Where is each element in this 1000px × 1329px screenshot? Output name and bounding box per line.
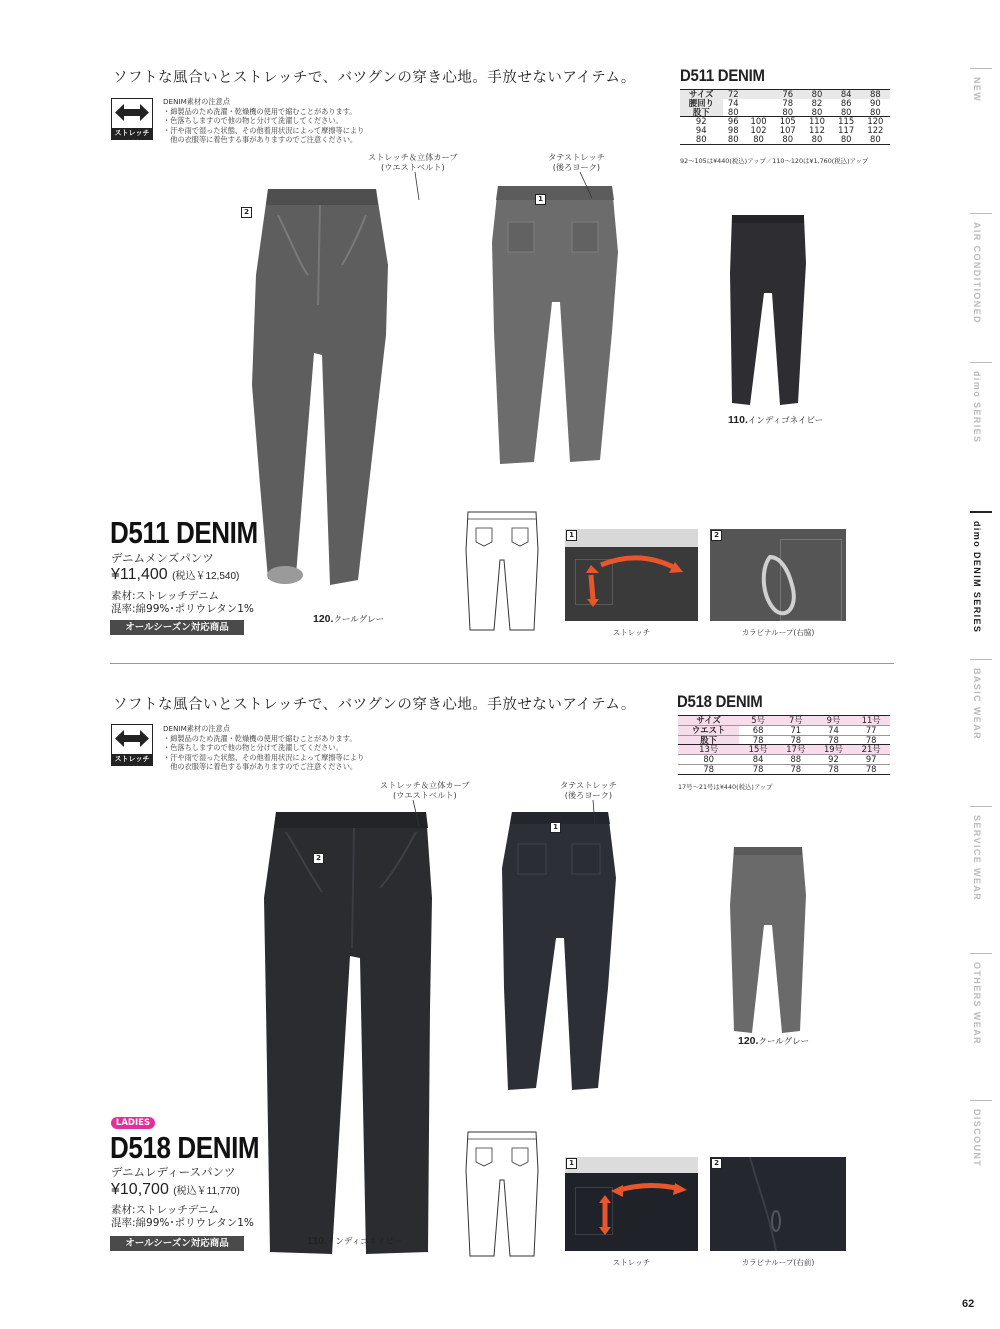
color-number: 120.: [313, 613, 334, 625]
table-cell: 80: [811, 106, 823, 117]
table-cell: 110: [808, 116, 825, 127]
season-badge: オールシーズン対応商品: [110, 1236, 244, 1251]
main-color-label: [313, 613, 384, 625]
color-name: インディゴネイビー: [326, 1237, 403, 1247]
table-cell: 78: [782, 97, 794, 108]
color-name: クールグレー: [758, 1037, 810, 1047]
denim-notice: [163, 724, 364, 772]
notice-line: 他の衣服等に着色する事がありますのでご注意ください。: [163, 135, 358, 145]
notice-title: DENIM素材の注意点: [163, 724, 230, 733]
tagline: ソフトな風合いとストレッチで、バツグンの穿き心地。手放せないアイテム。: [113, 697, 636, 713]
table-cell: 102: [750, 125, 767, 136]
blend-line: 混率:綿99%･ポリウレタン1%: [111, 1217, 254, 1229]
notice-line: 他の衣服等に着色する事がありますのでご注意ください。: [163, 762, 358, 772]
table-cell: 78: [865, 763, 877, 774]
notice-line: ・汗や雨で湿った状態、その他着用状況によって摩擦等により: [163, 125, 365, 135]
main-color-label: [307, 1235, 402, 1247]
table-cell: 80: [695, 133, 707, 144]
tagline: ソフトな風合いとストレッチで、バツグンの穿き心地。手放せないアイテム。: [113, 70, 636, 86]
stretch-arrow-icon: [565, 1157, 698, 1251]
detail-caption: ストレッチ: [612, 628, 651, 637]
table-cell: 78: [828, 734, 839, 745]
price-value: ¥10,700: [111, 1181, 169, 1198]
table-row: [678, 755, 890, 765]
table-cell: 105: [779, 116, 796, 127]
sidebar-tab-dimo-denim-series[interactable]: [970, 511, 992, 648]
table-cell: 82: [811, 97, 823, 108]
table-cell: 107: [779, 125, 796, 136]
product-name: デニムメンズパンツ: [111, 551, 214, 565]
color-name: クールグレー: [333, 615, 385, 625]
material-line: 素材:ストレッチデニム: [111, 1204, 220, 1216]
product-name: デニムレディースパンツ: [111, 1165, 236, 1179]
callout-leader-line: [405, 800, 435, 830]
callout-line: (後ろヨーク): [564, 790, 613, 800]
table-cell: 21号: [861, 744, 881, 755]
table-cell: 92: [828, 754, 839, 765]
size-table: [678, 715, 890, 775]
callout-waistband: [368, 152, 458, 172]
table-cell: 80: [727, 133, 739, 144]
detail-photo-carabiner: [710, 529, 846, 621]
table-cell: 92: [695, 116, 707, 127]
table-cell: 股下: [678, 735, 739, 745]
product-price: [111, 566, 239, 584]
pants-front-photo: [238, 185, 398, 597]
table-cell: 78: [790, 763, 802, 774]
notice-line: ・綿製品のため洗濯・乾燥機の使用で縮むことがあります。: [163, 733, 357, 743]
pants-line-drawing: [462, 510, 542, 632]
detail-photo-stretch: [565, 529, 698, 621]
ladies-badge: LADIES: [111, 1117, 155, 1129]
table-row: [678, 725, 890, 735]
table-cell: 80: [753, 133, 764, 144]
detail-caption: カラビナループ(右脇): [741, 628, 815, 637]
callout-line: タテストレッチ: [560, 780, 617, 790]
table-cell: サイズ: [680, 90, 723, 99]
table-cell: 7号: [777, 716, 815, 726]
size-footnote: 17号〜21号は¥440(税込)アップ: [678, 783, 773, 791]
stretch-arrow-icon: [565, 529, 698, 621]
callout-line: ストレッチ＆立体カーブ: [380, 780, 470, 790]
table-cell: 72: [727, 89, 739, 99]
table-cell: 80: [811, 89, 823, 99]
pants-alt-color-photo: [728, 845, 808, 1035]
product-price: [111, 1181, 240, 1199]
stretch-material-icon: [111, 724, 153, 774]
table-cell: 84: [840, 89, 852, 99]
table-cell: 78: [790, 734, 802, 745]
size-footnote: 92〜105は¥440(税込)アップ／110〜120は¥1,760(税込)アップ: [680, 157, 869, 165]
callout-leader-line: [405, 172, 425, 202]
table-row: [678, 764, 890, 774]
table-cell: 88: [870, 89, 881, 99]
callout-leader-line: [570, 172, 600, 202]
table-cell: 78: [703, 763, 714, 774]
sidebar-tab-label: OTHERS WEAR: [972, 962, 982, 1045]
price-tax: (税込￥12,540): [172, 571, 240, 582]
carabiner-loop-icon: [710, 1157, 846, 1251]
table-cell: 78: [752, 734, 764, 745]
table-cell: 78: [752, 763, 764, 774]
callout-line: (後ろヨーク): [552, 162, 601, 172]
sidebar-tab-label: AIR CONDITIONED: [972, 222, 982, 324]
callout-yoke: [548, 152, 605, 172]
table-cell: 115: [838, 116, 855, 127]
color-number: 110.: [307, 1235, 327, 1247]
table-cell: 9号: [815, 716, 853, 726]
detail-photo-stretch: [565, 1157, 698, 1251]
color-number: 120.: [738, 1035, 759, 1047]
carabiner-icon: [710, 529, 846, 621]
notice-title: DENIM素材の注意点: [163, 97, 230, 106]
detail-marker-1: 1: [566, 1158, 577, 1169]
callout-yoke: [560, 780, 617, 800]
table-cell: 17号: [786, 744, 806, 755]
material-info: [111, 590, 254, 616]
double-arrow-icon: [112, 99, 152, 127]
sidebar-tab-service-wear[interactable]: [970, 806, 992, 942]
alt-color-label: [728, 414, 823, 426]
table-cell: 13号: [699, 744, 719, 755]
stretch-icon-label: ストレッチ素材: [112, 128, 152, 139]
table-cell: 78: [828, 763, 839, 774]
table-cell: 股下: [680, 108, 723, 117]
detail-caption: カラビナループ(右前): [741, 1258, 815, 1267]
table-cell: 80: [703, 754, 714, 765]
detail-marker-1: 1: [566, 530, 577, 541]
sidebar-tab-new[interactable]: [970, 68, 992, 199]
table-cell: 80: [840, 133, 852, 144]
table-cell: 77: [865, 724, 877, 735]
notice-line: ・綿製品のため洗濯・乾燥機の使用で縮むことがあります。: [163, 106, 357, 116]
table-cell: 98: [727, 125, 739, 136]
table-cell: 94: [695, 125, 707, 136]
detail-marker-2: 2: [241, 207, 252, 218]
callout-line: (ウエストベルト): [392, 790, 457, 800]
sidebar-tab-discount[interactable]: [970, 1100, 992, 1236]
table-cell: 112: [808, 125, 825, 136]
table-cell: 71: [790, 724, 802, 735]
notice-line: ・汗や雨で湿った状態、その他着用状況によって摩擦等により: [163, 752, 365, 762]
sidebar-tab-label: SERVICE WEAR: [972, 815, 982, 902]
detail-marker-2: 2: [313, 853, 324, 864]
table-cell: 100: [750, 116, 767, 127]
sidebar-tab-basic-wear[interactable]: [970, 659, 992, 795]
table-cell: 78: [865, 734, 877, 745]
sidebar-tab-label: NEW: [972, 77, 982, 103]
material-info: [111, 1204, 254, 1230]
price-value: ¥11,400: [111, 566, 168, 583]
detail-photo-carabiner: [710, 1157, 846, 1251]
detail-marker-1: 1: [550, 822, 561, 833]
table-cell: 19号: [823, 744, 843, 755]
material-line: 素材:ストレッチデニム: [111, 590, 220, 602]
table-cell: 80: [870, 133, 881, 144]
price-tax: (税込￥11,770): [173, 1186, 240, 1197]
sidebar-tab-air-conditioned[interactable]: [970, 213, 992, 349]
table-cell: 80: [782, 106, 794, 117]
table-cell: サイズ: [678, 716, 739, 726]
sidebar-tab-label: dimo DENIM SERIES: [972, 521, 982, 634]
table-cell: 80: [811, 133, 823, 144]
table-cell: 97: [865, 754, 877, 765]
detail-marker-2: 2: [711, 1158, 722, 1169]
table-cell: 74: [727, 97, 739, 108]
section-divider: [110, 663, 894, 664]
sidebar-tab-others-wear[interactable]: [970, 953, 992, 1089]
table-cell: 86: [840, 97, 852, 108]
sidebar-tab-label: BASIC WEAR: [972, 668, 982, 740]
pants-line-drawing: [462, 1130, 542, 1258]
season-badge: オールシーズン対応商品: [110, 620, 244, 635]
table-cell: 76: [782, 89, 794, 99]
detail-marker-1: 1: [535, 194, 546, 205]
color-name: インディゴネイビー: [747, 416, 824, 426]
page-number: 62: [962, 1298, 975, 1310]
size-table: [680, 89, 890, 145]
table-cell: 5号: [739, 716, 777, 726]
stretch-icon-label: ストレッチ素材: [112, 754, 152, 765]
table-row: [678, 716, 890, 726]
table-cell: 11号: [852, 716, 890, 726]
detail-marker-2: 2: [711, 530, 722, 541]
table-cell: 74: [828, 724, 839, 735]
color-number: 110.: [728, 414, 748, 426]
table-cell: 117: [838, 125, 855, 136]
callout-line: ストレッチ＆立体カーブ: [368, 152, 458, 162]
denim-notice: [163, 97, 364, 145]
table-cell: 88: [790, 754, 802, 765]
product-title: D518 DENIM: [110, 1130, 260, 1165]
table-cell: 122: [867, 125, 884, 136]
table-cell: 96: [727, 116, 739, 127]
blend-line: 混率:綿99%･ポリウレタン1%: [111, 603, 254, 615]
pants-alt-color-photo: [728, 213, 808, 408]
table-cell: 15号: [748, 744, 768, 755]
notice-line: ・色落ちしますので他の物と分けて洗濯してください。: [163, 743, 343, 753]
stretch-material-icon: [111, 98, 153, 148]
detail-caption: ストレッチ: [612, 1258, 651, 1267]
sidebar-tab-dimo-series[interactable]: [970, 362, 992, 498]
table-cell: 80: [782, 133, 794, 144]
table-cell: 120: [867, 116, 884, 127]
alt-color-label: [738, 1035, 809, 1047]
double-arrow-icon: [112, 725, 152, 753]
table-cell: 68: [752, 724, 764, 735]
table-cell: 80: [727, 106, 739, 117]
sidebar-tab-label: dimo SERIES: [972, 371, 982, 444]
table-cell: 80: [840, 106, 852, 117]
callout-leader-line: [585, 800, 605, 830]
callout-line: タテストレッチ: [548, 152, 605, 162]
table-row: [680, 135, 890, 144]
spec-title: D518 DENIM: [677, 692, 763, 711]
callout-line: (ウエストベルト): [380, 162, 445, 172]
product-title: D511 DENIM: [110, 515, 258, 550]
table-cell: ウエスト: [678, 725, 739, 735]
table-cell: 90: [870, 97, 881, 108]
spec-title: D511 DENIM: [680, 66, 765, 85]
callout-waistband: [380, 780, 470, 800]
table-cell: 84: [752, 754, 764, 765]
pants-front-photo: [262, 808, 442, 1256]
notice-line: ・色落ちしますので他の物と分けて洗濯してください。: [163, 116, 343, 126]
table-cell: 80: [870, 106, 881, 117]
table-cell: 腰回り: [680, 99, 723, 108]
pants-back-photo: [490, 182, 625, 467]
pants-back-photo: [500, 808, 620, 1093]
sidebar-tab-label: DISCOUNT: [972, 1109, 982, 1168]
